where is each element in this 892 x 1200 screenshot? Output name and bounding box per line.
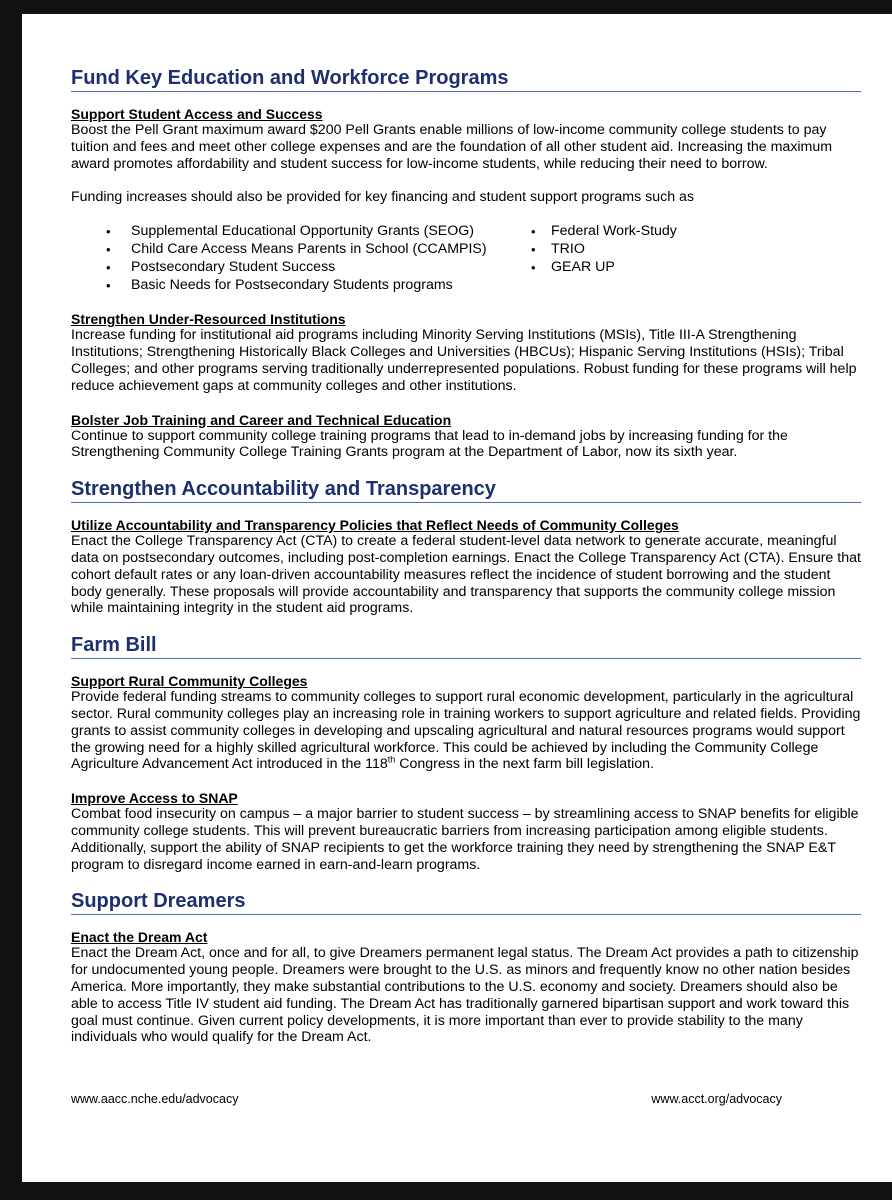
section-accountability xyxy=(71,477,861,617)
section-farm-bill xyxy=(71,633,861,873)
paragraph: Increase funding for institutional aid programs including Minority Serving Institutions (MSIs), Title III-A Strengthening Institutions; Strengthening Historically Black Colleges and Universities (HBCUs); Hispanic Serving Institutions (HSIs); Tribal Colleges; and other programs serving traditionally underrepresented populations. Robust funding for these programs will help reduce achievement gaps at community colleges and other institutions. xyxy=(71,327,857,394)
paragraph xyxy=(71,689,861,773)
subsection-heading: Improve Access to SNAP xyxy=(71,790,238,807)
ordinal-suffix: th xyxy=(387,754,396,765)
list-item: • Basic Needs for Postsecondary Students programs xyxy=(71,277,531,295)
paragraph: Boost the Pell Grant maximum award $200 Pell Grants enable millions of low-income community college students to pay tuition and fees and meet other college expenses and are the foundation of all other student aid. Increasing the maximum award promotes affordability and student success for low-income students, while reducing their need to borrow. xyxy=(71,122,833,172)
paragraph: Funding increases should also be provided for key financing and student support programs such as xyxy=(71,189,695,206)
subsection-heading: Bolster Job Training and Career and Technical Education xyxy=(71,411,452,428)
paragraph-text: Provide federal funding streams to community colleges to support rural economic development, particularly in the agricultural sector. Rural community colleges play an increasing role in training workers to support agriculture and related fields. Providing grants to assist community colleges in developing and upscaling agricultural and natural resources programs would support the growing need for a highly skilled agricultural workforce. This could be achieved by including the Community College Agriculture Advancement Act introduced in the 118 xyxy=(71,689,861,773)
bullet-column-right xyxy=(531,223,677,294)
section-dreamers xyxy=(71,889,861,1046)
subsection-heading: Strengthen Under-Resourced Institutions xyxy=(71,311,346,328)
paragraph: Enact the College Transparency Act (CTA) to create a federal student-level data network to generate accurate, meaningful data on postsecondary outcomes, including post-completion earnings. Enact the College Transparency Act (CTA). Ensure that cohort default rates or any loan-driven accountability measures reflect the incidence of student borrowing and the student body generally. These proposals will provide accountability and transparency that supports the community college mission while maintaining integrity in the student aid programs. xyxy=(71,533,861,617)
footer-link-aacc[interactable]: www.aacc.nche.edu/advocacy xyxy=(71,1092,239,1106)
list-item: • TRIO xyxy=(531,241,677,259)
list-item: • Supplemental Educational Opportunity Grants (SEOG) xyxy=(71,223,531,241)
subsection-heading: Enact the Dream Act xyxy=(71,929,208,946)
subsection-heading: Utilize Accountability and Transparency Policies that Reflect Needs of Community Colleges xyxy=(71,517,679,534)
section-title: Strengthen Accountability and Transparency xyxy=(71,477,861,503)
paragraph-text: Congress in the next farm bill legislation. xyxy=(395,756,654,773)
document-content xyxy=(71,14,861,1046)
subsection-accountability-policies xyxy=(71,517,861,617)
document-page xyxy=(22,14,892,1182)
paragraph: Continue to support community college training programs that lead to in-demand jobs by increasing funding for the Strengthening Community College Training Grants program at the Department of Labor, now its sixth year. xyxy=(71,427,788,461)
subsection-rural-colleges xyxy=(71,673,861,773)
footer xyxy=(71,1092,782,1106)
paragraph: Combat food insecurity on campus – a major barrier to student success – by streamlining access to SNAP benefits for eligible community college students. This will prevent bureaucratic barriers from increasing participation among eligible students. Additionally, support the ability of SNAP recipients to get the workforce training they need by strengthening the SNAP E&T program to disregard income earned in earn-and-learn programs. xyxy=(71,806,859,873)
list-item: • Federal Work-Study xyxy=(531,223,677,241)
subsection-snap xyxy=(71,790,861,873)
subsection-under-resourced xyxy=(71,311,861,394)
subsection-dream-act xyxy=(71,929,861,1046)
subsection-heading: Support Rural Community Colleges xyxy=(71,673,308,690)
section-title: Fund Key Education and Workforce Programs xyxy=(71,66,861,92)
subsection-job-training xyxy=(71,412,861,462)
list-item: • Postsecondary Student Success xyxy=(71,259,531,277)
section-fund-programs xyxy=(71,66,861,461)
program-bullet-list xyxy=(71,223,861,294)
subsection-heading: Support Student Access and Success xyxy=(71,106,323,122)
section-title: Farm Bill xyxy=(71,633,861,659)
section-title: Support Dreamers xyxy=(71,889,861,915)
list-item: • GEAR UP xyxy=(531,259,677,277)
bullet-column-left xyxy=(71,223,531,294)
list-item: • Child Care Access Means Parents in School (CCAMPIS) xyxy=(71,241,531,259)
subsection-student-access xyxy=(71,106,861,294)
footer-link-acct[interactable]: www.acct.org/advocacy xyxy=(651,1092,782,1106)
paragraph: Enact the Dream Act, once and for all, to give Dreamers permanent legal status. The Dream Act provides a path to citizenship for undocumented young people. Dreamers were brought to the U.S. as minors and frequently know no other nation besides America. More importantly, they make substantial contributions to the U.S. economy and society. Dreamers should also be able to access Title IV student aid funding. The Dream Act has traditionally garnered bipartisan support and work toward this goal must continue. Given current policy developments, it is more important than ever to provide stability to the many individuals who would qualify for the Dream Act. xyxy=(71,945,859,1046)
